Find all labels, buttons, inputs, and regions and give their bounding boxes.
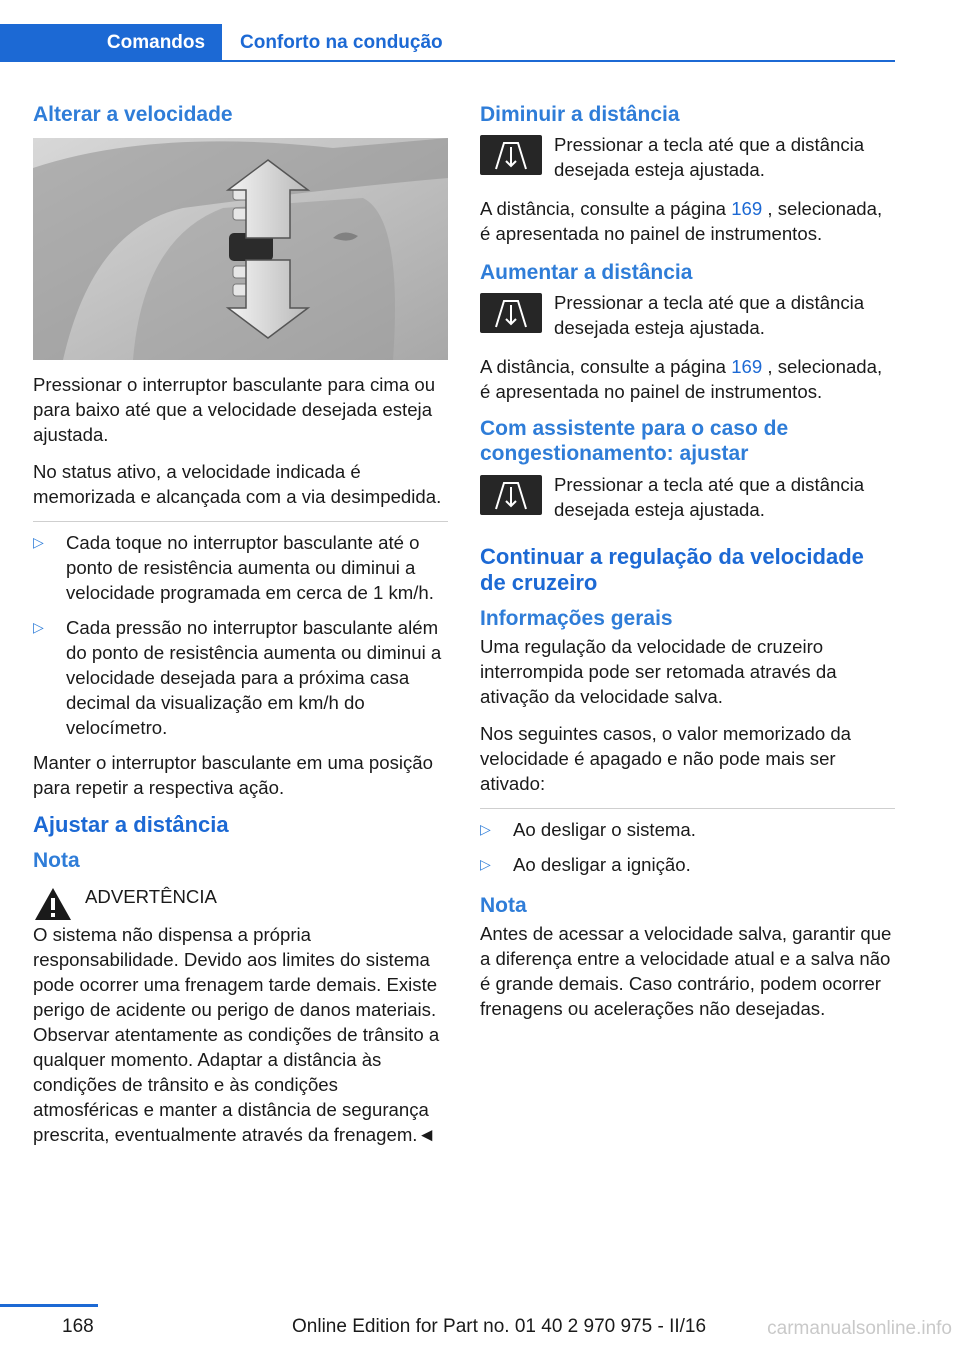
list-item: ▷ Ao desligar a ignição.: [480, 854, 691, 875]
paragraph-speed-instruction: Pressionar o interruptor basculante para cima ou para baixo até que a velocidade desejada esteja ajustada.: [33, 374, 436, 445]
heading-informacoes-gerais: Informações gerais: [480, 607, 673, 630]
paragraph-ref1: A distância, consulte a página 169 , selecionada, é apresentada no painel de instrumentos.: [480, 198, 883, 244]
traffic-assistant-row: [480, 472, 895, 522]
steering-wheel-rocker-photo: [33, 138, 448, 360]
page-header: [0, 24, 895, 62]
left-column: [33, 100, 448, 1159]
list-item: ▷ Ao desligar o sistema.: [480, 819, 696, 840]
tab-conforto[interactable]: Conforto na condução: [240, 32, 443, 53]
heading-alterar-velocidade: Alterar a velocidade: [33, 103, 233, 126]
paragraph-general: Uma regulação da velocidade de cruzeiro interrompida pode ser retomada através da ativação da velocidade salva.: [480, 636, 837, 707]
distance-key-icon: [480, 475, 542, 515]
list-item: ▷ Cada pressão no interruptor basculante além do ponto de resistência aumenta ou diminui a velocidade desejada para a próxima casa decimal da visualização em km/h do velocímetro.: [33, 617, 442, 738]
page-link-169[interactable]: 169: [731, 356, 763, 377]
decrease-distance-row: [480, 132, 895, 182]
decrease-text: Pressionar a tecla até que a distância desejada esteja ajustada.: [554, 134, 865, 180]
paragraph-cases: Nos seguintes casos, o valor memorizado da velocidade é apagado e não pode mais ser ativado:: [480, 723, 852, 794]
heading-assistente-congestionamento: Com assistente para o caso de congestionamento: ajustar: [480, 417, 789, 465]
watermark: carmanualsonline.info: [767, 1318, 952, 1339]
tab-comandos[interactable]: Comandos: [0, 24, 222, 62]
page-link-169[interactable]: 169: [731, 198, 763, 219]
bullet-triangle-icon: ▷: [480, 856, 491, 872]
warning-title: ADVERTÊNCIA: [85, 886, 217, 907]
increase-distance-row: [480, 290, 895, 340]
heading-ajustar-distancia: Ajustar a distância: [33, 812, 229, 837]
divider: [33, 521, 448, 522]
warning-text: O sistema não dispensa a própria responsabilidade. Devido aos limites do sistema pode ocorrer uma frenagem tarde demais. Existe perigo de acidente ou perigo de danos materiais. Observar atentamente as condições de trânsito a qualquer momento. Adaptar a distância às condições de trânsito e às condições atmosféricas e manter a distância de segurança prescrita, eventualmente através da frenagem.◄: [33, 924, 440, 1145]
traffic-text: Pressionar a tecla até que a distância desejada esteja ajustada.: [554, 474, 865, 520]
bullet-triangle-icon: ▷: [33, 619, 44, 635]
heading-aumentar-distancia: Aumentar a distância: [480, 261, 693, 284]
bullet-triangle-icon: ▷: [33, 534, 44, 550]
heading-continuar-regulacao: Continuar a regulação da velocidade de cruzeiro: [480, 544, 864, 595]
header-divider: [222, 60, 895, 62]
edition-text: Online Edition for Part no. 01 40 2 970 975 - II/16: [292, 1316, 707, 1337]
paragraph-note: Antes de acessar a velocidade salva, garantir que a diferença entre a velocidade atual e a salva não é grande demais. Caso contrário, podem ocorrer frenagens ou acelerações não desejadas.: [480, 923, 892, 1019]
right-column: [480, 100, 895, 1033]
divider: [480, 808, 895, 809]
distance-key-icon: [480, 135, 542, 175]
bullet-triangle-icon: ▷: [480, 821, 491, 837]
warning-block: [33, 884, 448, 922]
heading-nota: Nota: [33, 849, 80, 872]
cases-bullet-list: [480, 817, 895, 877]
paragraph-ref2: A distância, consulte a página 169 , selecionada, é apresentada no painel de instrumentos.: [480, 356, 883, 402]
list-item: ▷ Cada toque no interruptor basculante até o ponto de resistência aumenta ou diminui a velocidade programada em cerca de 1 km/h.: [33, 532, 434, 603]
warning-triangle-icon: [33, 886, 73, 922]
speed-bullet-list: [33, 530, 448, 740]
paragraph-hold-switch: Manter o interruptor basculante em uma posição para repetir a respectiva ação.: [33, 752, 433, 798]
footer-divider: [0, 1304, 98, 1307]
distance-key-icon: [480, 293, 542, 333]
increase-text: Pressionar a tecla até que a distância desejada esteja ajustada.: [554, 292, 865, 338]
heading-nota-right: Nota: [480, 894, 527, 917]
heading-diminuir-distancia: Diminuir a distância: [480, 103, 680, 126]
page-number: 168: [62, 1316, 94, 1337]
paragraph-speed-memorized: No status ativo, a velocidade indicada é memorizada e alcançada com a via desimpedida.: [33, 461, 442, 507]
